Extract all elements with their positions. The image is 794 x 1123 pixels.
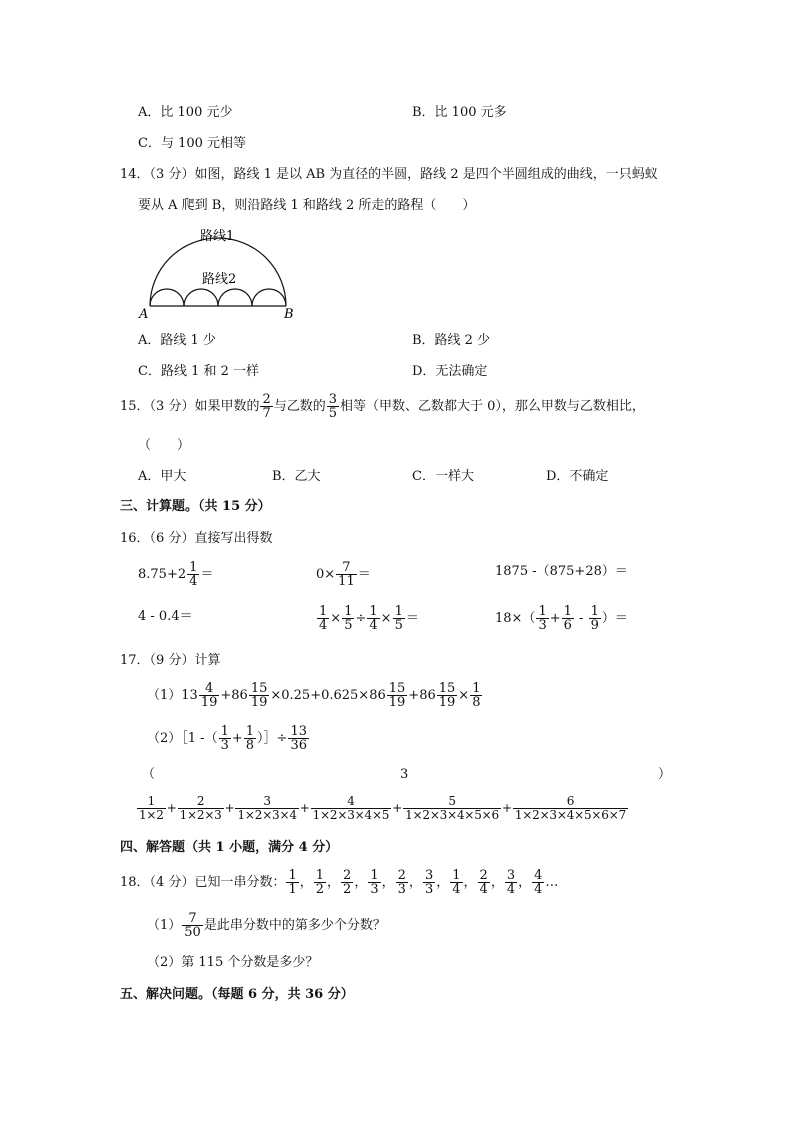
q13-option-c: C．与 100 元相等 xyxy=(138,136,247,151)
q15-answer-paren: （ ） xyxy=(138,438,191,453)
q15-option-b: B．乙大 xyxy=(272,469,321,484)
q17-part-3-number: 3 xyxy=(400,767,409,782)
section-5-heading: 五、解决问题。（每题 6 分，共 36 分） xyxy=(120,987,354,1002)
q13-option-b: B．比 100 元多 xyxy=(412,105,507,120)
q17-part-2: （2）［1 -（ $\frac{1}{3}$ + $\frac{1}{8}$ ）］÷ $\frac{13}{36}$ xyxy=(147,724,307,753)
q14-option-c: C．路线 1 和 2 一样 xyxy=(138,364,260,379)
q16-expr-4: 4 - 0.4＝ xyxy=(138,609,193,624)
fig-label-route1: 路线1 xyxy=(200,229,235,244)
q17-part-3-sum: $\frac{1}{1\times 2}$ + $\frac{2}{1\times 2\times 3}$ + $\frac{3}{1\times 2\times 3\times 4}$ + $\frac{4}{1\times 2\times 3\times 4\times 5}$ + $\frac{5}{1\times 2\times 3\times 4\times 5\times 6}$ + $\frac{6}{1\times 2\times 3\times 4\times 5\times 6\times 7}$ xyxy=(139,794,627,822)
q14-stem-line2: 要从 A 爬到 B，则沿路线 1 和路线 2 所走的路程（ ） xyxy=(138,198,476,213)
fig-point-a: A xyxy=(139,307,149,322)
q17-part-1: （1）13 $\frac{4}{19}$ +86 $\frac{15}{19}$ ×0.25+0.625×86 $\frac{15}{19}$ +86 $\frac{15}{19}$ × $\frac{1}{8}$ xyxy=(147,681,481,710)
q14-stem-line1: 14．（3 分）如图，路线 1 是以 AB 为直径的半圆，路线 2 是四个半圆组成的曲线，一只蚂蚁 xyxy=(120,167,658,182)
section-3-heading: 三、计算题。（共 15 分） xyxy=(120,499,271,514)
q18-part-2: （2）第 115 个分数是多少？ xyxy=(147,955,319,970)
q16-title: 16．（6 分）直接写出得数 xyxy=(120,531,273,546)
q15-stem: 15．（3 分）如果甲数的 $\frac{2}{7}$ 与乙数的 $\frac{3}{5}$ 相等（甲数、乙数都大于 0），那么甲数与乙数相比， xyxy=(120,392,645,421)
q14-option-d: D．无法确定 xyxy=(412,364,488,379)
q13-option-a: A．比 100 元少 xyxy=(138,105,233,120)
q14-semicircle-figure xyxy=(136,222,308,322)
q16-expr-1: 8.75+2 $\frac{1}{4}$ ＝ xyxy=(138,560,214,589)
q14-option-b: B．路线 2 少 xyxy=(412,333,491,348)
q17-title: 17．（9 分）计算 xyxy=(120,653,221,668)
q17-part-3-close-paren: ） xyxy=(658,767,672,782)
q15-option-a: A．甲大 xyxy=(138,469,187,484)
q15-option-d: D．不确定 xyxy=(546,469,609,484)
q17-part-3-open-paren: （ xyxy=(142,767,156,782)
q18-part-1: （1） $\frac{7}{50}$ 是此串分数中的第多少个分数？ xyxy=(147,911,386,940)
route2-arcs xyxy=(150,289,286,306)
q16-expr-3: 1875 -（875+28）＝ xyxy=(495,564,628,579)
q15-option-c: C．一样大 xyxy=(412,469,474,484)
fig-point-b: B xyxy=(284,307,294,322)
q16-expr-2: 0× $\frac{7}{11}$ ＝ xyxy=(316,560,371,589)
q18-stem: 18．（4 分）已知一串分数： $\frac{1}{1}$ ， $\frac{1}{2}$ ， $\frac{2}{2}$ ， $\frac{1}{3}$ ， $\frac{2}{3}$ ， $\frac{3}{3}$ ， $\frac{1}{4}$ ， $\frac{2}{4}$ ， $\frac{3}{4}$ ， $\frac{4}{4}$ … xyxy=(120,868,559,897)
q16-expr-6: 18×（ $\frac{1}{3}$ + $\frac{1}{6}$ - $\frac{1}{9}$ ）＝ xyxy=(495,604,628,633)
section-4-heading: 四、解答题（共 1 小题，满分 4 分） xyxy=(120,840,339,855)
q14-option-a: A．路线 1 少 xyxy=(138,333,216,348)
q16-expr-5: $\frac{1}{4}$ × $\frac{1}{5}$ ÷ $\frac{1}{4}$ × $\frac{1}{5}$ ＝ xyxy=(319,604,419,633)
fig-label-route2: 路线2 xyxy=(202,272,237,287)
